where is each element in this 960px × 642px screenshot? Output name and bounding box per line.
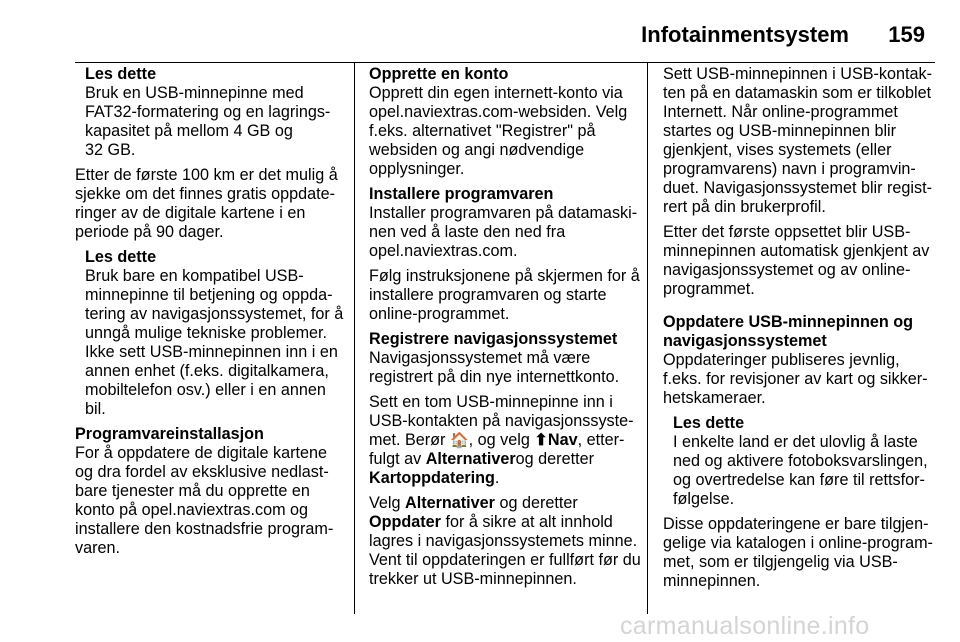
paragraph-select-update [369,494,641,589]
text-line: lagres i navigasjonssystemets minne. [369,532,638,550]
page-header [75,22,935,63]
paragraph-software-install [75,444,347,558]
text-line: og overtredelse kan føre til rettsfor- [673,471,925,489]
text-span: , etter- [577,431,625,449]
note-usb-format [75,65,347,160]
paragraph-usb-computer [663,65,933,217]
text-line: Bruk en USB-minnepinne med [85,84,304,102]
text-line: minnepinnen automatisk gjenkjent av [663,242,930,260]
update-label: Oppdater [369,513,441,531]
note-title: Les dette [85,248,157,266]
text-line: gelige via katalogen i online-program- [663,534,933,552]
text-line [369,513,637,532]
page-number: 159 [888,22,925,47]
text-line: Navigasjonssystemet må være [369,349,591,367]
text-line: bare tjenester må du opprette en [75,482,310,500]
text-line: mobiltelefon osv.) eller i en annen [85,381,326,399]
text-line: sjekke om det finnes gratis oppdate- [75,185,336,203]
text-line: Opprett din egen internett-konto via [369,84,623,102]
paragraph-follow-instructions [369,267,640,324]
text-line: følgelse. [673,490,735,508]
column-divider-1 [354,62,355,614]
paragraph-updates-published [663,351,933,408]
text-line: Følg instruksjonene på skjermen for å [369,267,640,285]
text-line: f.eks. alternativet "Registrer" på [369,122,596,140]
text-line: Bruk bare en kompatibel USB- [85,267,304,285]
text-line: bil. [85,400,106,418]
text-line: Vent til oppdateringen er fullført før du [369,551,641,569]
text-line: konto på opel.naviextras.com og [75,501,309,519]
text-line: kapasitet på mellom 4 GB og [85,122,293,140]
text-line [369,494,637,513]
text-line: installere den kostnadsfrie program- [75,520,334,538]
text-line: websiden og angi nødvendige [369,141,585,159]
text-line: programvarens) navn i programvin- [663,160,916,178]
paragraph-install-software [369,204,637,261]
paragraph-create-account [369,84,637,179]
text-line: installere programvaren og starte [369,286,607,304]
text-line [369,450,637,469]
text-line: USB-kontakten på navigasjonssyste- [369,412,634,430]
text-line: nen ved å laste den ned fra [369,223,566,241]
watermark: carmanualsonline.info [620,612,870,640]
alternatives-label: Alternativer [405,494,495,512]
text-line: trekker ut USB-minnepinnen. [369,570,577,588]
text-line: Ikke sett USB-minnepinnen inn i en [85,343,338,361]
text-span: Velg [369,494,406,512]
paragraph-after-setup [663,223,933,299]
text-line: navigasjonssystemet [663,332,827,350]
heading-register-nav: Registrere navigasjonssystemet [369,330,618,348]
text-line: Etter de første 100 km er det mulig å [75,166,338,184]
text-span: . [494,469,500,487]
heading-software-install: Programvareinstallasjon [75,425,264,443]
page-title: Infotainmentsystem [641,22,849,47]
text-span: met. Berør [369,431,450,449]
text-line: annen enhet (f.eks. digitalkamera, [85,362,329,380]
text-line: Disse oppdateringene er bare tilgjen- [663,515,929,533]
text-line: Sett USB-minnepinnen i USB-kontak- [663,65,933,83]
text-line: duet. Navigasjonssystemet blir regist- [663,179,932,197]
text-span: fulgt av [369,450,426,468]
text-line: programmet. [663,280,755,298]
text-line: rert på din brukerprofil. [663,198,826,216]
text-line: opel.naviextras.com. [369,242,518,260]
text-line: 32 GB. [85,141,136,159]
alternatives-label: Alternativer [425,450,516,468]
column-divider-2 [647,62,648,614]
home-icon: 🏠 [449,432,469,449]
text-span: , og velg [468,431,535,449]
text-line: Internett. Når online-programmet [663,103,898,121]
nav-label: ⬆Nav [534,431,578,449]
text-line: hetskameraer. [663,389,766,407]
heading-create-account: Opprette en konto [369,65,509,83]
text-line: og dra fordel av eksklusive nedlast- [75,463,329,481]
text-line: FAT32-formatering og en lagrings- [85,103,331,121]
text-line: online-programmet. [369,305,510,323]
note-title: Les dette [673,414,745,432]
column-3 [663,65,933,597]
text-line: varen. [75,539,120,557]
heading-update-usb [663,313,933,351]
text-line: registrert på din nye internettkonto. [369,368,620,386]
column-1 [75,65,347,564]
text-line: Oppdateringer publiseres jevnlig, [663,351,900,369]
text-line [369,469,637,488]
text-line: minnepinnen. [663,572,761,590]
text-span: og deretter [494,494,578,512]
text-line: f.eks. for revisjoner av kart og sikker- [663,370,928,388]
text-line: For å oppdatere de digitale kartene [75,444,327,462]
text-line: Sett en tom USB-minnepinne inn i [369,393,613,411]
heading-install-software: Installere programvaren [369,185,554,203]
text-line: ten på en datamaskin som er tilkoblet [663,84,932,102]
text-line: ned og aktivere fotoboksvarslingen, [673,452,928,470]
note-speed-camera [663,414,933,509]
text-line [369,431,637,450]
text-line: navigasjonssystemet og av online- [663,261,911,279]
paragraph-register-nav [369,349,637,387]
text-line: minnepinne til betjening og oppda- [85,286,333,304]
text-line: gjenkjent, vises systemets (eller [663,141,892,159]
note-compatible-usb [75,248,347,419]
map-update-label: Kartoppdatering [369,469,495,487]
text-line: I enkelte land er det ulovlig å laste [673,433,918,451]
text-line: unngå mulige tekniske problemer. [85,324,328,342]
text-line: tering av navigasjonssystemet, for å [85,305,344,323]
text-line: periode på 90 dager. [75,223,224,241]
text-line: opel.naviextras.com-websiden. Velg [369,103,628,121]
paragraph-insert-usb [369,393,637,488]
text-line: Oppdatere USB-minnepinnen og [663,313,914,331]
paragraph-updates-catalog [663,515,933,591]
text-line: opplysninger. [369,160,465,178]
text-line: Installer programvaren på datamaski- [369,204,638,222]
column-2 [369,65,641,595]
paragraph-free-updates [75,166,347,242]
text-line: Etter det første oppsettet blir USB- [663,223,911,241]
text-line: startes og USB-minnepinnen blir [663,122,897,140]
text-line: ringer av de digitale kartene i en [75,204,306,222]
text-line: met, som er tilgjengelig via USB- [663,553,898,571]
text-span: og deretter [515,450,594,468]
text-span: for å sikre at alt innhold [440,513,613,531]
note-title: Les dette [85,65,157,83]
